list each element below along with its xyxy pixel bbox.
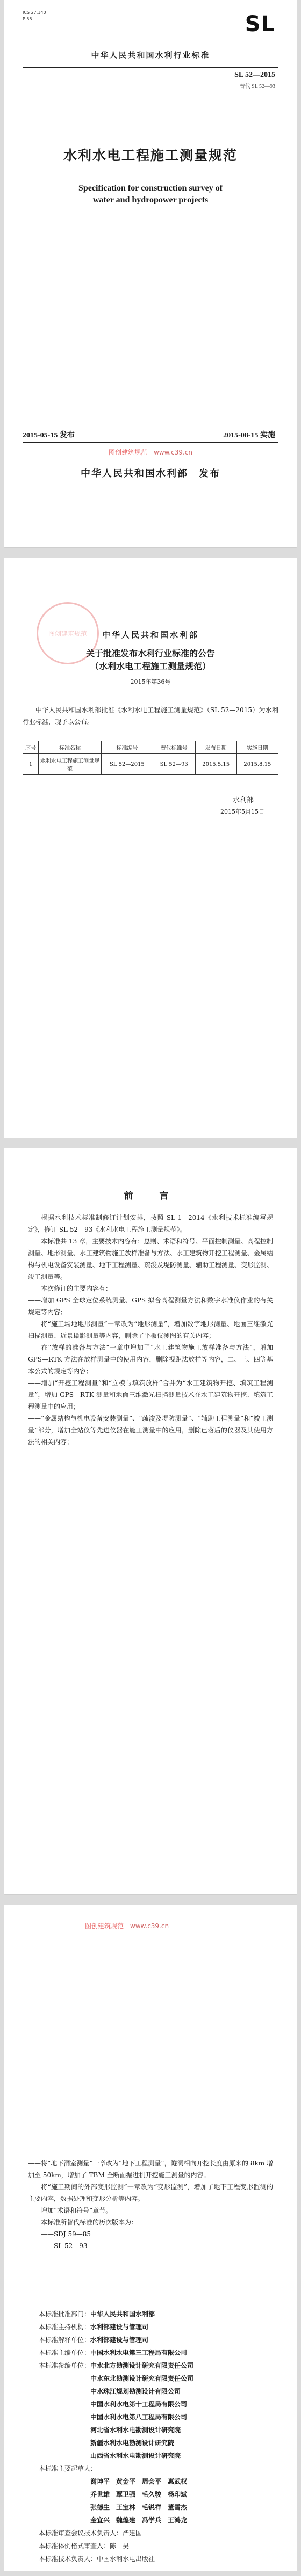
unit-row: 中水珠江规划勘测设计有限公司 [90,2388,181,2395]
tech-unit-row: 本标准技术负责人：中国水利水电出版社 [39,2555,155,2563]
paragraph: 本标准所替代标准的历次版本为： [41,2219,138,2226]
table-cell: 1 [23,754,39,775]
col-header: 发布日期 [195,741,236,754]
list-item: ——增加“术语和符号”章节。 [28,2207,112,2214]
table-cell: 水利水电工程施工测量规范 [39,754,102,775]
sign-date: 2015年5月15日 [220,808,264,815]
watermark: 图创建筑规范 www.c39.cn [85,1922,169,1930]
signatory: 水利部 [232,796,254,804]
seal-stamp: 图创建筑规范 [37,602,99,664]
col-header: 实施日期 [236,741,278,754]
drafter-row: 金宜兴 魏煌建 冯学兵 王鸿龙 [90,2516,188,2524]
col-header: 替代标准号 [153,741,195,754]
issuer: 中华人民共和国水利部 发布 [81,468,220,479]
table-cell: 2015.5.15 [195,754,236,775]
dept-row: 本标准主编单位：中国水利水电第三工程局有限公司 [39,2349,188,2357]
ministry-header: 中华人民共和国水利部 [102,630,199,640]
preface-continued-page [4,1905,297,2571]
preface-title: 前 言 [124,1191,177,1202]
list-item: ——将“施工期间的外部变形监测”一章改为“变形监测”，增加了地下工程变形监测的主要内容，数据处理和变形分析等内容。 [28,2183,273,2202]
reviewer-row: 本标准审查会议技术负责人：严建国 [39,2529,142,2537]
list-item: ——将“地下洞室测量”一章改为“地下工程测量”，隧洞相向开挖长度由原来的 8km 增加至 50km，增加了 TBM 全断面掘进机开挖施工测量的内容。 [28,2160,273,2179]
standard-category: 中华人民共和国水利行业标准 [91,50,210,60]
col-header: 标准编号 [102,741,153,754]
ccs-code: P 55 [23,17,32,21]
list-item: ——增加“开挖工程测量”和“立模与填筑放样”合并为“水工建筑物开挖、填筑工程测量”，增加 GPS—RTK 测量和地面三维激光扫描测量技术在水工建筑物开挖、填筑工程测量中的应用； [28,1379,273,1410]
list-item: ——将“施工场地地形测量”一章改为“地形测量”，增加数字地形测量、地面三维激光扫描测量、近景摄影测量等内容，删除了平板仪测图的有关内容； [28,1320,273,1340]
notice-title: 关于批准发布水利行业标准的公告 [85,648,215,658]
table-header-row [23,741,278,754]
header-rule [23,67,278,68]
ics-code: ICS 27.140 [23,10,46,15]
unit-row: 中国水利水电第八工程局有限公司 [90,2413,188,2421]
list-item: ——“金属结构与机电设备安装测量”、“疏浚及堤防测量”、“辅助工程测量”和“竣工测量”部分，增加全站仪等先进仪器在施工测量中的应用，删除已落后的仪器及其使用方法的相关内容； [28,1415,273,1446]
dept-row: 本标准主持机构：水利部建设与管理司 [39,2323,149,2331]
preface-continued-body [28,2157,273,2252]
table-cell: 2015.8.15 [236,754,278,775]
dept-row: 本标准解释单位：水利部建设与管理司 [39,2336,149,2344]
sl-logo: SL [245,12,275,36]
drafter-row: 张德生 王宝林 毛锐祥 董雪杰 [90,2504,188,2511]
unit-row: 中水东北勘测设计研究有限责任公司 [90,2375,194,2382]
issue-date: 2015-05-15 发布 [23,431,75,440]
implementation-date: 2015-08-15 实施 [223,431,275,440]
title-chinese: 水利水电工程施工测量规范 [63,148,238,163]
col-header: 序号 [23,741,39,754]
date-rule [23,442,278,443]
notice-body: 中华人民共和国水利部批准《水利水电工程施工测量规范》（SL 52—2015）为水利行业标准，现予以公布。 [23,706,278,726]
cover-page [4,0,297,547]
department-list [39,2308,278,2565]
list-item: ——SL 52—93 [41,2242,88,2250]
drafters-label: 本标准主要起草人： [39,2465,97,2472]
unit-row: 山西省水利水电勘测设计研究院 [90,2452,181,2460]
list-item: ——SDJ 59—85 [41,2230,91,2238]
watermark: 图创建筑规范 www.c39.cn [108,449,193,456]
list-item: ——在“放样的准备与方法”一章中增加了“水工建筑物施工放样准备与方法”，增加 GPS—RTK 方法在放样测量中的使用内容，删除视距法放样等内容，二、三、四等基本公式的规定等内容； [28,1344,273,1375]
notice-subtitle: （水利水电工程施工测量规范） [90,661,211,671]
title-english-line1: Specification for construction survey of [78,184,223,193]
preface-page [4,1148,297,1894]
table-row [23,754,278,775]
dept-row: 本标准批准部门：中华人民共和国水利部 [39,2310,155,2318]
unit-row: 河北省水利水电勘测设计研究院 [90,2426,181,2434]
drafter-row: 谢坤平 黄金平 周会平 惠武权 [90,2478,188,2485]
paragraph: 本标准共 13 章，主要技术内容有：总则、术语和符号、平面控制测量、高程控制测量、地形测量、水工建筑物施工放样准备与方法、水工建筑物开挖工程测量、金属结构与机电设备安装测量、地下工程测量、疏浚及堤防测量、辅助工程测量、变形监测、竣工测量等。 [28,1238,274,1280]
standard-number: SL 52—2015 [234,71,275,79]
drafter-row: 乔世雄 覃卫强 毛久骏 杨印斌 [90,2491,188,2498]
col-header: 标准名称 [39,741,102,754]
title-english-line2: water and hydropower projects [92,195,209,204]
preface-body [28,1212,273,1448]
unit-row: 新疆水利水电勘测设计研究院 [90,2439,175,2447]
unit-row: 中国水利水电第十工程局有限公司 [90,2401,188,2408]
table-cell: SL 52—93 [153,754,195,775]
table-cell: SL 52—2015 [102,754,153,775]
paragraph: 根据水利技术标准制修订计划安排，按照 SL 1—2014《水利技术标准编写规定》，修订 SL 52—93《水利水电工程施工测量规范》。 [28,1214,273,1233]
notice-number: 2015年第36号 [130,678,171,685]
list-item: ——增加 GPS 全球定位系统测量、GPS 拟合高程测量方法和数字水准仪作业的有关规定等内容； [28,1297,273,1316]
replaced-standard: 替代 SL 52—93 [239,84,275,90]
format-reviewer-row: 本标准体例格式审查人：陈 昊 [39,2542,130,2550]
announcement-page [4,558,297,1138]
dept-row: 本标准参编单位：中水北方勘测设计研究有限责任公司 [39,2362,194,2369]
paragraph: 本次修订的主要内容有： [41,1285,112,1292]
standards-table [23,741,278,775]
